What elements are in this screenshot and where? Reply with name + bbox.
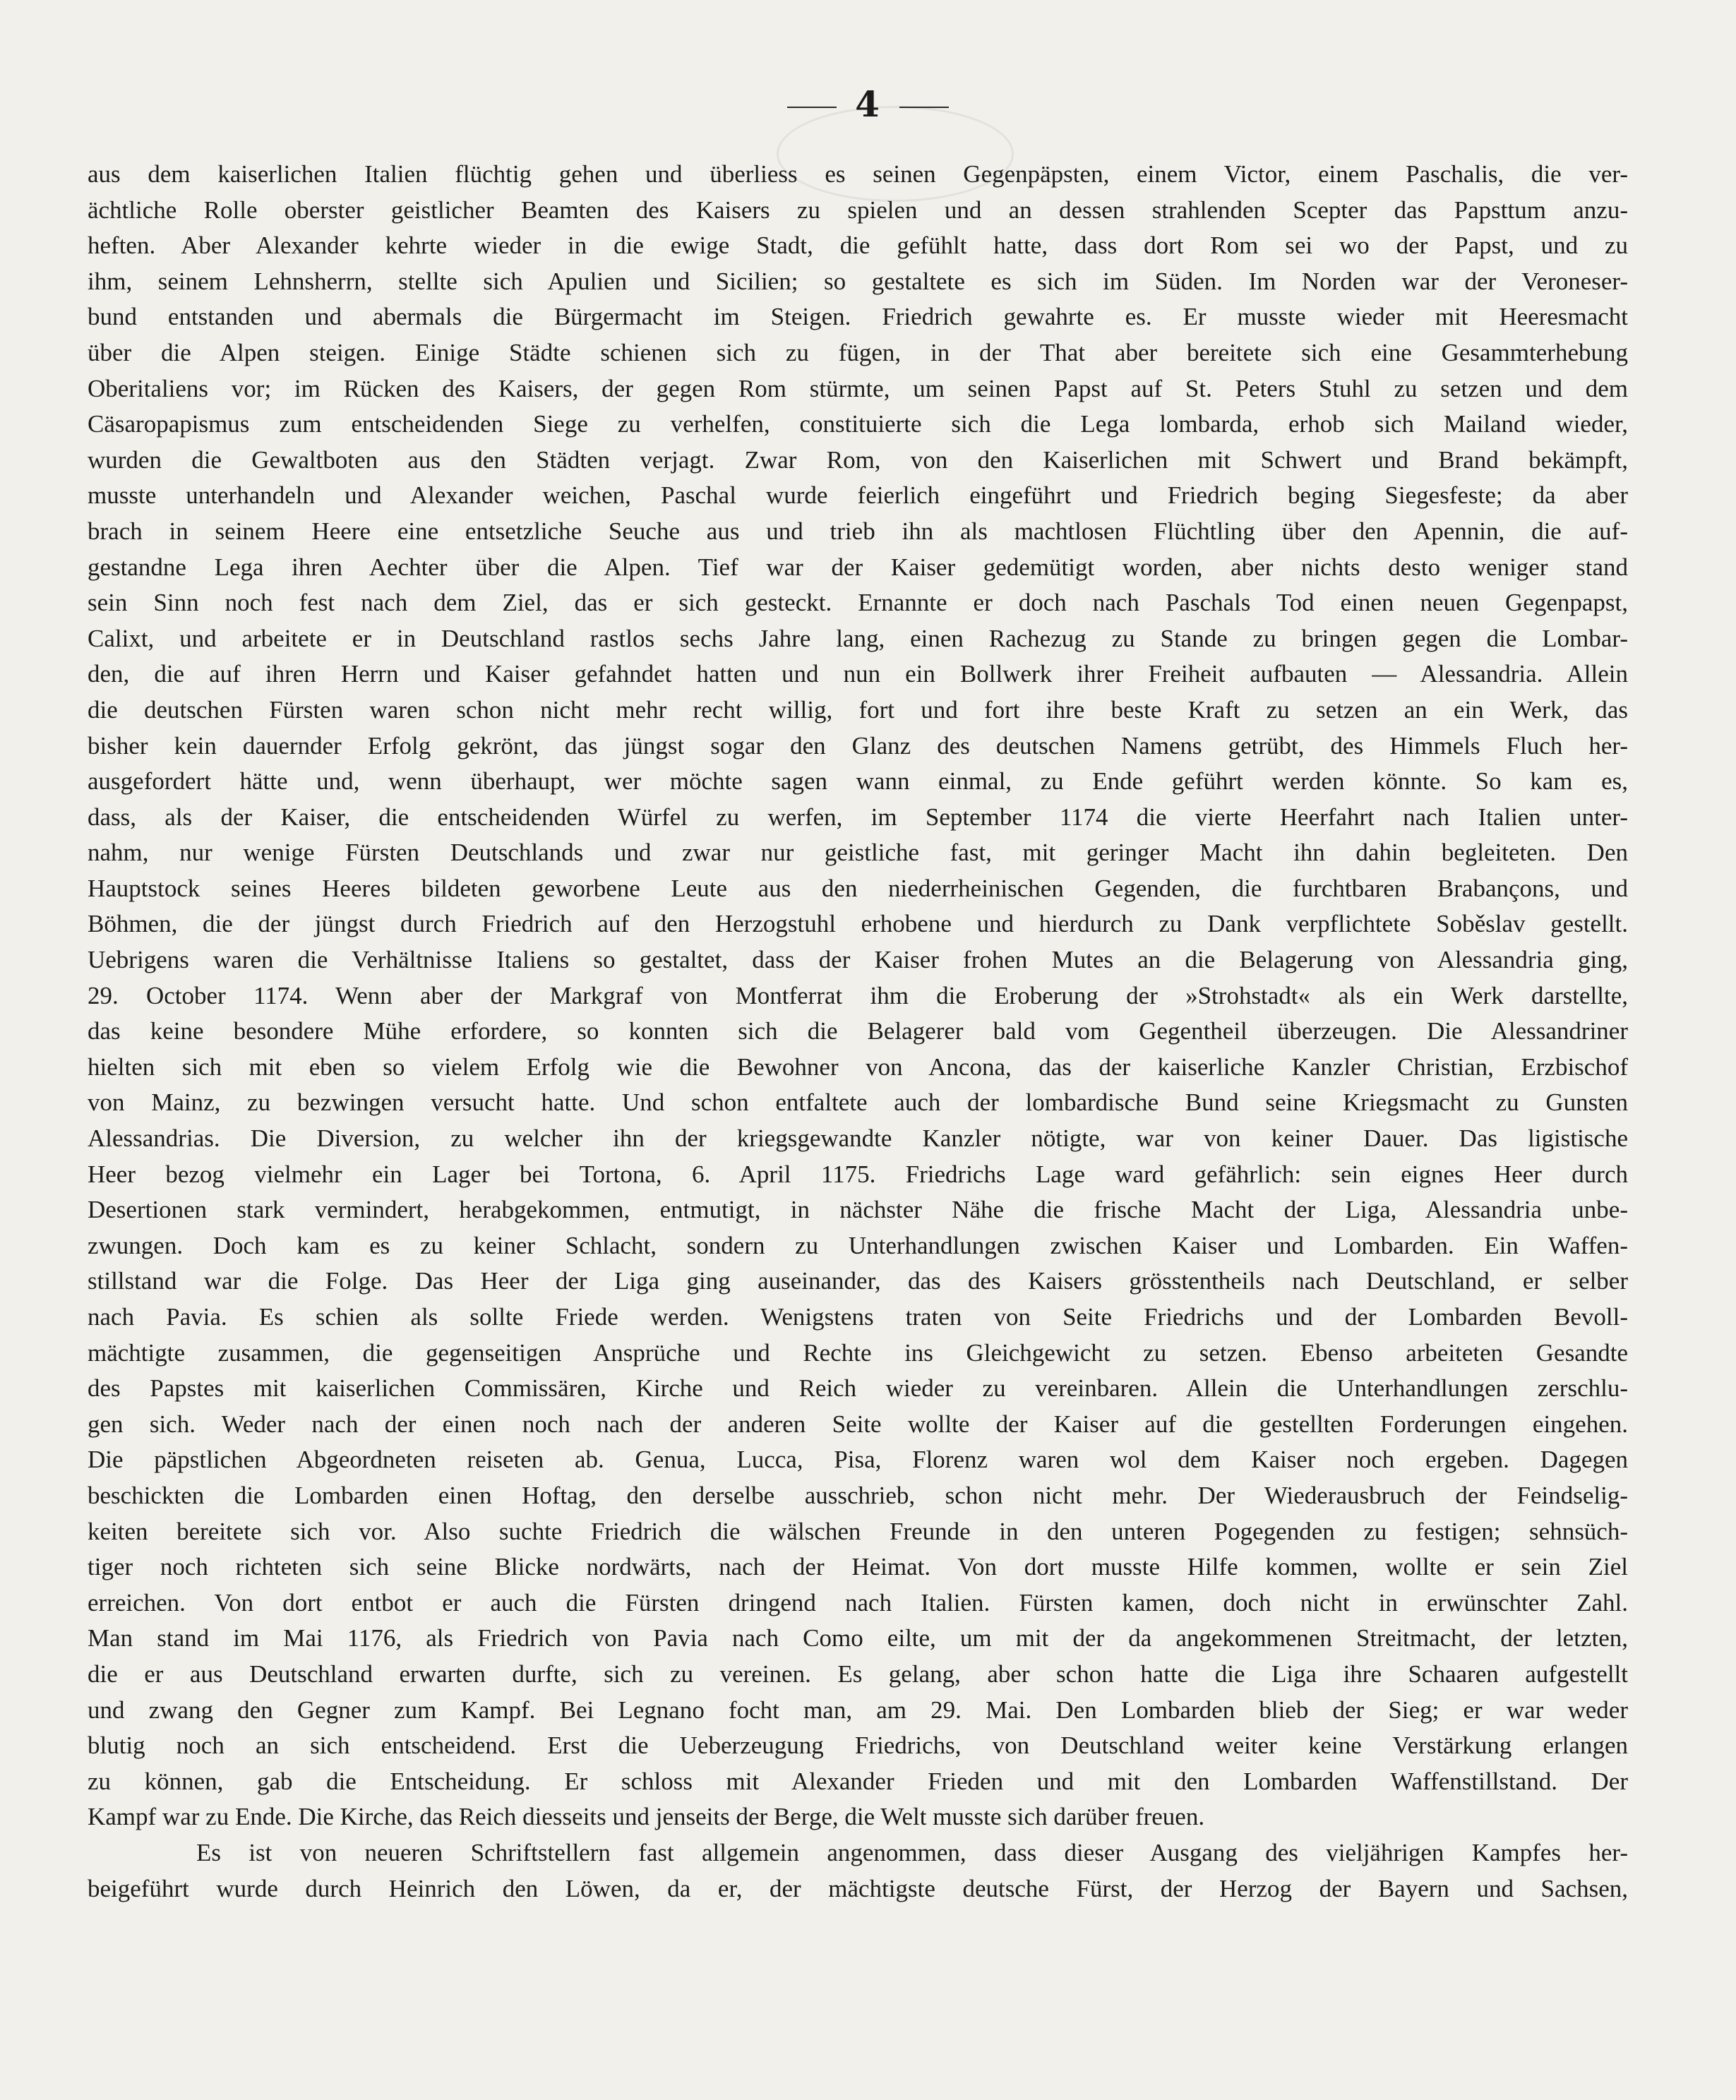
- text-line: die er aus Deutschland erwarten durfte, sich zu vereinen. Es gelang, aber schon hatte die Liga ihre Schaaren aufgestellt: [88, 1660, 1628, 1688]
- text-line: hielten sich mit eben so vielem Erfolg wie die Bewohner von Ancona, das der kaiserliche Kanzler Christian, Erzbischof: [88, 1052, 1628, 1081]
- text-line: mächtigte zusammen, die gegenseitigen Ansprüche und Rechte ins Gleichgewicht zu setzen. Ebenso arbeiteten Gesandte: [88, 1338, 1628, 1367]
- text-line: Böhmen, die der jüngst durch Friedrich auf den Herzogstuhl erhobene und hierdurch zu Dank verpflichtete Soběslav gestellt.: [88, 910, 1628, 938]
- text-line: das keine besondere Mühe erfordere, so konnten sich die Belagerer bald vom Gegentheil überzeugen. Die Alessandriner: [88, 1017, 1628, 1045]
- text-line: brach in seinem Heere eine entsetzliche Seuche aus und trieb ihn als machtlosen Flüchtling über den Apennin, die auf-: [88, 517, 1628, 545]
- text-line: beschickten die Lombarden einen Hoftag, den derselbe ausschrieb, schon nicht mehr. Der Wiederausbruch der Feindselig-: [88, 1481, 1628, 1509]
- text-line: Calixt, und arbeitete er in Deutschland rastlos sechs Jahre lang, einen Rachezug zu Stande zu bringen gegen die Lombar-: [88, 624, 1628, 652]
- text-line: Desertionen stark vermindert, herabgekommen, entmutigt, in nächster Nähe die frische Macht der Liga, Alessandria unbe-: [88, 1196, 1628, 1224]
- text-line: über die Alpen steigen. Einige Städte schienen sich zu fügen, in der That aber bereitete sich eine Gesammterhebung: [88, 338, 1628, 366]
- left-rule: [787, 107, 837, 108]
- text-line: wurden die Gewaltboten aus den Städten verjagt. Zwar Rom, von den Kaiserlichen mit Schwert und Brand bekämpft,: [88, 445, 1628, 474]
- text-line: bund entstanden und abermals die Bürgermacht im Steigen. Friedrich gewahrte es. Er musste wieder mit Heeresmacht: [88, 303, 1628, 331]
- text-line: aus dem kaiserlichen Italien flüchtig gehen und überliess es seinen Gegenpäpsten, einem Victor, einem Paschalis, die ver-: [88, 160, 1628, 188]
- body-text: [88, 157, 1628, 1907]
- text-line: Hauptstock seines Heeres bildeten geworbene Leute aus den niederrheinischen Gegenden, die furchtbaren Brabançons, und: [88, 874, 1628, 902]
- text-line: Oberitaliens vor; im Rücken des Kaisers, der gegen Rom stürmte, um seinen Papst auf St. Peters Stuhl zu setzen und dem: [88, 374, 1628, 402]
- text-line: sein Sinn noch fest nach dem Ziel, das er sich gesteckt. Ernannte er doch nach Paschals Tod einen neuen Gegenpapst,: [88, 589, 1628, 617]
- page-number-header: [0, 83, 1736, 125]
- text-line: heften. Aber Alexander kehrte wieder in die ewige Stadt, die gefühlt hatte, dass dort Rom sei wo der Papst, und zu: [88, 232, 1628, 260]
- text-line: Cäsaropapismus zum entscheidenden Siege zu verhelfen, constituierte sich die Lega lombarda, erhob sich Mailand wieder,: [88, 410, 1628, 438]
- text-line: dass, als der Kaiser, die entscheidenden Würfel zu werfen, im September 1174 die vierte Heerfahrt nach Italien unter-: [88, 803, 1628, 831]
- text-line: Alessandrias. Die Diversion, zu welcher ihn der kriegsgewandte Kanzler nötigte, war von keiner Dauer. Das ligistische: [88, 1124, 1628, 1153]
- text-line: den, die auf ihren Herrn und Kaiser gefahndet hatten und nun ein Bollwerk ihrer Freiheit aufbauten — Alessandria. Allein: [88, 660, 1628, 688]
- text-line: Die päpstlichen Abgeordneten reiseten ab. Genua, Lucca, Pisa, Florenz waren wol dem Kaiser noch ergeben. Dagegen: [88, 1446, 1628, 1474]
- text-line: beigeführt wurde durch Heinrich den Löwen, da er, der mächtigste deutsche Fürst, der Herzog der Bayern und Sachsen,: [88, 1874, 1628, 1902]
- text-line: zwungen. Doch kam es zu keiner Schlacht, sondern zu Unterhandlungen zwischen Kaiser und Lombarden. Ein Waffen-: [88, 1231, 1628, 1259]
- page-number: 4: [855, 83, 881, 125]
- text-line: zu können, gab die Entscheidung. Er schloss mit Alexander Frieden und mit den Lombarden Waffenstillstand. Der: [88, 1767, 1628, 1795]
- text-line: stillstand war die Folge. Das Heer der Liga ging auseinander, das des Kaisers grösstentheils nach Deutschland, er selber: [88, 1267, 1628, 1295]
- text-line: erreichen. Von dort entbot er auch die Fürsten dringend nach Italien. Fürsten kamen, doch nicht in erwünschter Zahl.: [88, 1588, 1628, 1616]
- text-line: des Papstes mit kaiserlichen Commissären, Kirche und Reich wieder zu vereinbaren. Allein die Unterhandlungen zerschlu-: [88, 1374, 1628, 1403]
- text-line: ächtliche Rolle oberster geistlicher Beamten des Kaisers zu spielen und an dessen strahlenden Scepter das Papsttum anzu-: [88, 196, 1628, 224]
- text-line: nahm, nur wenige Fürsten Deutschlands und zwar nur geistliche fast, mit geringer Macht ihn dahin begleiteten. Den: [88, 839, 1628, 867]
- text-line: die deutschen Fürsten waren schon nicht mehr recht willig, fort und fort ihre beste Kraft zu setzen an ein Werk, das: [88, 695, 1628, 724]
- text-line: musste unterhandeln und Alexander weichen, Paschal wurde feierlich eingeführt und Friedrich beging Siegesfeste; da aber: [88, 481, 1628, 510]
- text-line: keiten bereitete sich vor. Also suchte Friedrich die wälschen Freunde in den unteren Pogegenden zu festigen; sehnsüch-: [88, 1517, 1628, 1545]
- text-line: von Mainz, zu bezwingen versucht hatte. Und schon entfaltete auch der lombardische Bund seine Kriegsmacht zu Gunsten: [88, 1088, 1628, 1117]
- text-line: ihm, seinem Lehnsherrn, stellte sich Apulien und Sicilien; so gestaltete es sich im Süden. Im Norden war der Veroneser-: [88, 267, 1628, 295]
- text-line: Uebrigens waren die Verhältnisse Italiens so gestaltet, dass der Kaiser frohen Mutes an die Belagerung von Alessandria ging,: [88, 946, 1628, 974]
- text-line: bisher kein dauernder Erfolg gekrönt, das jüngst sogar den Glanz des deutschen Namens getrübt, des Himmels Fluch her-: [88, 731, 1628, 760]
- text-line: blutig noch an sich entscheidend. Erst die Ueberzeugung Friedrichs, von Deutschland weiter keine Verstärkung erlangen: [88, 1732, 1628, 1760]
- text-line: gen sich. Weder nach der einen noch nach der anderen Seite wollte der Kaiser auf die gestellten Forderungen eingehen.: [88, 1410, 1628, 1438]
- right-rule: [899, 107, 949, 108]
- paragraph-start-line: Es ist von neueren Schriftstellern fast allgemein angenommen, dass dieser Ausgang des vieljährigen Kampfes her-: [196, 1838, 1628, 1866]
- text-line: tiger noch richteten sich seine Blicke nordwärts, nach der Heimat. Von dort musste Hilfe kommen, wollte er sein Ziel: [88, 1553, 1628, 1581]
- text-line: gestandne Lega ihren Aechter über die Alpen. Tief war der Kaiser gedemütigt worden, aber nichts desto weniger stand: [88, 553, 1628, 581]
- text-line: nach Pavia. Es schien als sollte Friede werden. Wenigstens traten von Seite Friedrichs und der Lombarden Bevoll-: [88, 1303, 1628, 1331]
- text-line: Kampf war zu Ende. Die Kirche, das Reich diesseits und jenseits der Berge, die Welt musste sich darüber freuen.: [88, 1803, 1205, 1831]
- text-line: 29. October 1174. Wenn aber der Markgraf von Montferrat ihm die Eroberung der »Strohstadt« als ein Werk darstellte,: [88, 981, 1628, 1009]
- text-line: Heer bezog vielmehr ein Lager bei Tortona, 6. April 1175. Friedrichs Lage ward gefährlich: sein eignes Heer durch: [88, 1160, 1628, 1188]
- text-line: und zwang den Gegner zum Kampf. Bei Legnano focht man, am 29. Mai. Den Lombarden blieb der Sieg; er war weder: [88, 1696, 1628, 1724]
- text-line: ausgefordert hätte und, wenn überhaupt, wer möchte sagen wann einmal, zu Ende geführt werden könnte. So kam es,: [88, 767, 1628, 796]
- text-line: Man stand im Mai 1176, als Friedrich von Pavia nach Como eilte, um mit der da angekommenen Streitmacht, der letzten,: [88, 1624, 1628, 1652]
